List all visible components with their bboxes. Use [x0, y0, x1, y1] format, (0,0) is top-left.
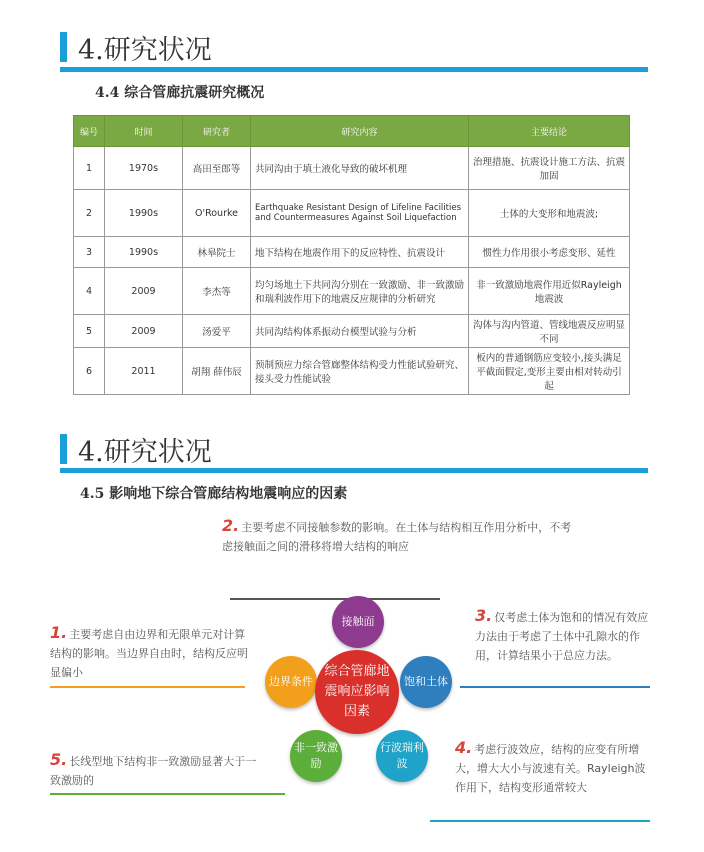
cell-no: 2 — [74, 190, 105, 237]
factor-note-2 — [222, 516, 582, 556]
note-number: 5. — [50, 750, 68, 769]
cell-time: 1990s — [105, 237, 183, 268]
connector-line — [430, 820, 650, 822]
cell-researcher: 林皋院士 — [183, 237, 251, 268]
table-row — [74, 147, 630, 190]
cell-time: 2009 — [105, 315, 183, 348]
factor-note-5 — [50, 750, 265, 790]
note-number: 2. — [222, 516, 240, 535]
slide-influence-factors — [50, 428, 650, 848]
cell-content: 均匀场地土下共同沟分别在一致激励、非一致激励和瑞利波作用下的地震反应规律的分析研究 — [251, 268, 469, 315]
slide-title: 4.研究状况 — [78, 35, 212, 66]
header-content: 研究内容 — [251, 116, 469, 147]
cell-conclusion: 板内的普通钢筋应变较小,接头满足平截面假定,变形主要由相对转动引起 — [469, 348, 630, 395]
header-time: 时间 — [105, 116, 183, 147]
table-header-row — [74, 116, 630, 147]
cell-researcher: 高田至郎等 — [183, 147, 251, 190]
cell-content: 预制预应力综合管廊整体结构受力性能试验研究、接头受力性能试验 — [251, 348, 469, 395]
cell-time: 1970s — [105, 147, 183, 190]
factor-note-4 — [455, 738, 650, 797]
cell-no: 3 — [74, 237, 105, 268]
cell-researcher: 胡翔 薛伟辰 — [183, 348, 251, 395]
cell-no: 6 — [74, 348, 105, 395]
note-text: 主要考虑自由边界和无限单元对计算结构的影响。当边界自由时，结构反应明显偏小 — [50, 628, 248, 679]
title-rule — [60, 468, 648, 473]
header-researcher: 研究者 — [183, 116, 251, 147]
header-conclusion: 主要结论 — [469, 116, 630, 147]
cell-researcher: O'Rourke — [183, 190, 251, 237]
note-number: 1. — [50, 623, 68, 642]
factor-note-3 — [475, 606, 653, 665]
note-number: 3. — [475, 606, 493, 625]
cell-conclusion: 非一致激励地震作用近似Rayleigh地震波 — [469, 268, 630, 315]
node-saturated-soil: 饱和土体 — [400, 656, 452, 708]
note-text: 考虑行波效应，结构的应变有所增大，增大大小与波速有关。Rayleigh波作用下，结构变形通常较大 — [455, 743, 646, 794]
table-row — [74, 348, 630, 395]
note-text: 主要考虑不同接触参数的影响。在土体与结构相互作用分析中，不考虑接触面之间的滑移将增大结构的响应 — [222, 521, 572, 553]
section-subtitle: 4.5 影响地下综合管廊结构地震响应的因素 — [80, 486, 348, 502]
cell-time: 1990s — [105, 190, 183, 237]
factor-note-1 — [50, 623, 250, 682]
research-table — [73, 115, 630, 395]
cell-content: 共同沟由于填土液化导致的破坏机理 — [251, 147, 469, 190]
cell-no: 5 — [74, 315, 105, 348]
title-rule — [60, 67, 648, 72]
slide-title: 4.研究状况 — [78, 437, 212, 468]
header-no: 编号 — [74, 116, 105, 147]
title-accent-bar — [60, 32, 67, 62]
cell-time: 2011 — [105, 348, 183, 395]
table-row — [74, 237, 630, 268]
node-non-uniform-excitation: 非一致激励 — [290, 730, 342, 782]
cell-conclusion: 沟体与沟内管道、管线地震反应明显不同 — [469, 315, 630, 348]
cell-conclusion: 惯性力作用很小考虑变形、延性 — [469, 237, 630, 268]
cell-no: 1 — [74, 147, 105, 190]
title-accent-bar — [60, 434, 67, 464]
cell-content: 共同沟结构体系振动台模型试验与分析 — [251, 315, 469, 348]
section-subtitle: 4.4 综合管廊抗震研究概况 — [95, 85, 265, 101]
node-contact-surface: 接触面 — [332, 596, 384, 648]
cell-conclusion: 治理措施、抗震设计施工方法、抗震加固 — [469, 147, 630, 190]
connector-line — [230, 598, 440, 600]
connector-line — [460, 686, 650, 688]
node-traveling-rayleigh-wave: 行波瑞利波 — [376, 730, 428, 782]
cell-conclusion: 土体的大变形和地震波; — [469, 190, 630, 237]
node-boundary-conditions: 边界条件 — [265, 656, 317, 708]
note-number: 4. — [455, 738, 473, 757]
cell-content: 地下结构在地震作用下的反应特性、抗震设计 — [251, 237, 469, 268]
table-row — [74, 315, 630, 348]
cell-researcher: 李杰等 — [183, 268, 251, 315]
connector-line — [50, 686, 245, 688]
table-row — [74, 268, 630, 315]
cell-content: Earthquake Resistant Design of Lifeline Facilities and Countermeasures Against Soil Liquefaction — [251, 190, 469, 237]
note-text: 长线型地下结构非一致激励显著大于一致激励的 — [50, 755, 257, 787]
cell-researcher: 汤爱平 — [183, 315, 251, 348]
connector-line — [50, 793, 285, 795]
table-row — [74, 190, 630, 237]
slide-research-overview — [50, 10, 650, 410]
center-node: 综合管廊地震响应影响因素 — [315, 650, 399, 734]
cell-time: 2009 — [105, 268, 183, 315]
note-text: 仅考虑土体为饱和的情况有效应力法由于考虑了土体中孔隙水的作用，计算结果小于总应力法。 — [475, 611, 649, 662]
cell-no: 4 — [74, 268, 105, 315]
